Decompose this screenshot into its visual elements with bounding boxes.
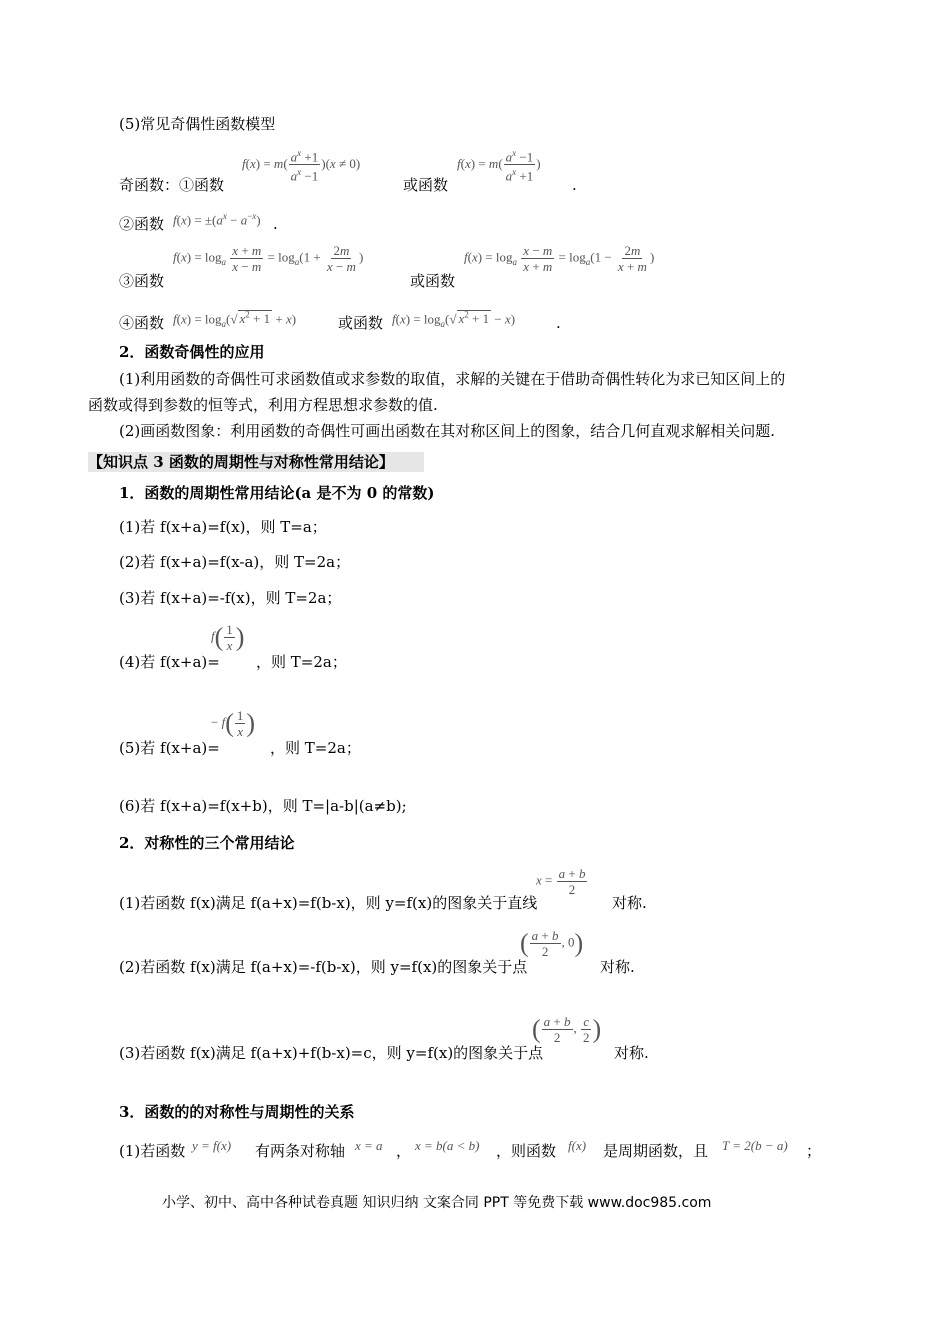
odd-formula-1: f(x) = m( $\frac{a^x +1}{a^x -1}$ )(x ≠ 0) bbox=[242, 148, 361, 184]
relationship-item-1-xa: x = a bbox=[355, 1138, 383, 1153]
symmetry-item-1-pre: (1)若函数 f(x)满足 f(a+x)=f(b-x)，则 y=f(x)的图象关于直线 bbox=[119, 894, 538, 912]
item4-end: . bbox=[556, 314, 561, 332]
symmetry-item-3-formula: ( $\frac{a + b}{2}$ , $\frac{c}{2}$ ) bbox=[532, 1014, 602, 1045]
relationship-item-1-pre: (1)若函数 bbox=[119, 1142, 186, 1160]
item4-formula-1: $f(x) = \log_a(√$ $x^2 + 1 + x$) bbox=[173, 310, 297, 329]
knowledge-point-3-header: 【知识点 3 函数的周期性与对称性常用结论】 bbox=[88, 453, 394, 471]
relationship-item-1-xb: x = b(a < b) bbox=[415, 1138, 480, 1153]
periodicity-item-5-pre: (5)若 f(x+a)= bbox=[119, 739, 220, 757]
relationship-item-1-mid1: 有两条对称轴 bbox=[255, 1142, 346, 1160]
odd-formula-2: f(x) = m( $\frac{a^x -1}{a^x +1}$ ) bbox=[457, 148, 541, 184]
application-1-line-2: 函数或得到参数的恒等式，利用方程思想求参数的值. bbox=[88, 396, 438, 414]
relationship-item-1-f: y = f(x) bbox=[192, 1138, 232, 1153]
relationship-item-1-comma: ， bbox=[396, 1142, 412, 1160]
item3-label: ③函数 bbox=[119, 272, 165, 290]
symmetry-item-3-post: 对称. bbox=[614, 1044, 649, 1062]
periodicity-item-2: (2)若 f(x+a)=f(x-a)，则 T=2a； bbox=[119, 553, 351, 571]
relationship-item-1-mid2: ，则函数 bbox=[496, 1142, 557, 1160]
relationship-item-1-period: T = 2(b − a) bbox=[722, 1138, 788, 1153]
application-1-line-1: (1)利用函数的奇偶性可求函数值或求参数的取值，求解的关键在于借助奇偶性转化为求已知区间上的 bbox=[119, 370, 786, 388]
periodicity-item-5-post: ，则 T=2a； bbox=[270, 739, 361, 757]
periodicity-item-1: (1)若 f(x+a)=f(x)，则 T=a； bbox=[119, 518, 327, 536]
relationship-item-1-end: ； bbox=[806, 1142, 822, 1160]
application-title: 2．函数奇偶性的应用 bbox=[119, 343, 265, 361]
item3-or-label: 或函数 bbox=[410, 272, 456, 290]
symmetry-item-2-formula: ( $\frac{a + b}{2}$ , 0) bbox=[520, 928, 584, 959]
item2-formula: $f(x) = \pm(a^x - a^{-x})$ bbox=[173, 211, 261, 228]
item2-end: . bbox=[273, 215, 278, 233]
application-2: (2)画函数图象：利用函数的奇偶性可画出函数在其对称区间上的图象，结合几何直观求解相关问题. bbox=[119, 422, 776, 440]
symmetry-item-1-post: 对称. bbox=[612, 894, 647, 912]
periodicity-item-4-pre: (4)若 f(x+a)= bbox=[119, 653, 220, 671]
item2-label: ②函数 bbox=[119, 215, 165, 233]
periodicity-item-4-post: ，则 T=2a； bbox=[256, 653, 347, 671]
periodicity-item-5-formula: − f( $\frac{1}{x}$ ) bbox=[211, 708, 256, 739]
symmetry-item-2-pre: (2)若函数 f(x)满足 f(a+x)=-f(b-x)，则 y=f(x)的图象关于点 bbox=[119, 958, 528, 976]
symmetry-item-2-post: 对称. bbox=[600, 958, 635, 976]
relationship-item-1-fx: f(x) bbox=[568, 1138, 587, 1153]
periodicity-item-6: (6)若 f(x+a)=f(x+b)，则 T=|a-b|(a≠b); bbox=[119, 797, 407, 815]
odd-end: . bbox=[572, 176, 577, 194]
item3-formula-2: $f(x) = \log_a$ $\frac{x - m}{x + m}$ = $\log_a(1$ − $\frac{2m}{x + m}$ ) bbox=[464, 243, 655, 274]
odd-function-label: 奇函数：①函数 bbox=[119, 176, 225, 194]
symmetry-item-3-pre: (3)若函数 f(x)满足 f(a+x)+f(b-x)=c，则 y=f(x)的图象关于点 bbox=[119, 1044, 544, 1062]
item3-formula-1: $f(x) = \log_a$ $\frac{x + m}{x - m}$ = $\log_a(1$ + $\frac{2m}{x - m}$ ) bbox=[173, 243, 364, 274]
relationship-title: 3．函数的的对称性与周期性的关系 bbox=[119, 1103, 355, 1121]
symmetry-item-1-formula: x = $\frac{a + b}{2}$ bbox=[536, 866, 586, 897]
item4-label: ④函数 bbox=[119, 314, 165, 332]
periodicity-item-3: (3)若 f(x+a)=-f(x)，则 T=2a； bbox=[119, 589, 342, 607]
odd-or-label: 或函数 bbox=[403, 176, 449, 194]
relationship-item-1-mid3: 是周期函数，且 bbox=[603, 1142, 709, 1160]
item4-or-label: 或函数 bbox=[338, 314, 384, 332]
periodicity-title: 1．函数的周期性常用结论(a 是不为 0 的常数) bbox=[119, 484, 435, 502]
symmetry-title: 2．对称性的三个常用结论 bbox=[119, 834, 295, 852]
section-5-title: (5)常见奇偶性函数模型 bbox=[119, 115, 276, 133]
periodicity-item-4-formula: f( $\frac{1}{x}$ ) bbox=[211, 622, 245, 653]
item4-formula-2: $f(x) = \log_a(√$ $x^2 + 1 - x$) bbox=[392, 310, 516, 329]
page-footer: 小学、初中、高中各种试卷真题 知识归纳 文案合同 PPT 等免费下载 www.doc985.com bbox=[162, 1195, 712, 1211]
